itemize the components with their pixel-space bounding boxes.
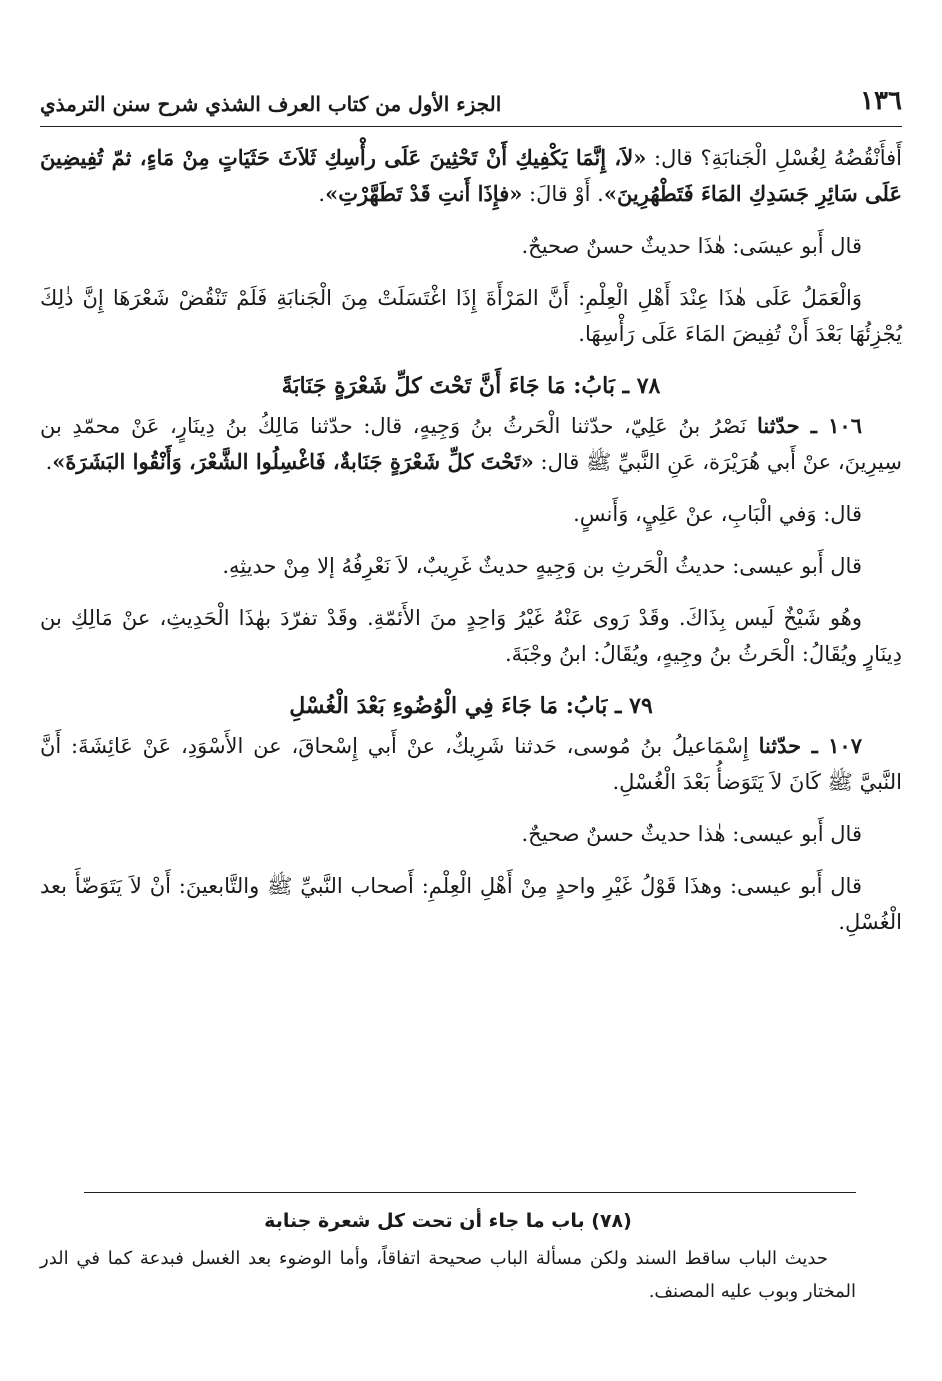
punctuation: . [45, 450, 53, 474]
page-header [40, 82, 902, 116]
footnote-text: حديث الباب ساقط السند ولكن مسألة الباب صحيحة اتفاقاً، وأما الوضوء بعد الغسل فبدعة كما في الدر المختار وبوب عليه المصنف. [40, 1248, 856, 1302]
paragraph-hadith-continuation [40, 140, 902, 212]
paragraph-hadith-107 [40, 728, 902, 800]
paragraph-related-narrations: قال: وَفي الْبَابِ، عنْ عَلِيٍ، وَأَنسٍ. [573, 502, 862, 526]
narration-text: . أَوْ قالَ: [522, 182, 604, 206]
footnote [40, 1206, 856, 1308]
running-title: الجزء الأول من كتاب العرف الشذي شرح سنن الترمذي [40, 92, 502, 116]
prophetic-quote: «تَحْتَ كلِّ شَعْرَةٍ جَنَابةٌ، فَاغْسِلُوا الشَّعْرَ، وَأَنْقُوا البَشَرَةَ» [52, 449, 534, 474]
chapter-heading-79: ٧٩ ـ بَابُ: مَا جَاءَ فِي الْوُضُوءِ بَعْدَ الْغُسْلِ [289, 693, 653, 719]
paragraph-narrator-note: وهُو شَيْخٌ لَيس بِذَاكَ. وقَدْ رَوى عَنْهُ غَيْرُ وَاحِدٍ منَ الأَئمّةِ. وقَدْ تفرّدَ بهٰذَا الْحَدِيثِ، عنْ مَالِكِ بن دِينَارٍ ويُقَالُ: الْحَرثُ بنُ وجِيهٍ، ويُقَالُ: ابنُ وجْبَةَ. [40, 606, 902, 666]
header-rule [40, 126, 902, 127]
footnote-heading: (٧٨) باب ما جاء أن تحت كل شعرة جنابة [264, 1210, 632, 1232]
isnad-text: إِسْمَاعيلُ بنُ مُوسى، حَدثنا شَرِيكٌ، عنْ أَبي إِسْحاقَ، عن الأَسْوَدِ، عَنْ عَائِشَةَ: أَنَّ النَّبيَّ ﷺ كَانَ لاَ يَتَوَضأُ بَعْدَ الْغُسْلِ. [40, 734, 902, 794]
paragraph-grading: قال أَبو عيسى: حديثُ الْحَرثِ بن وَجِيهٍ حديثٌ غَرِيبٌ، لاَ نَعْرِفُهُ إلا مِنْ حديثِهِ. [222, 554, 862, 578]
paragraph-scholarly-practice: وَالْعَمَلُ عَلَى هٰذَا عِنْدَ أَهْلِ الْعِلْمِ: أَنَّ المَرْأَةَ إِذَا اغْتَسَلَتْ مِنَ الْجَنابَةِ فَلَمْ تَنْقُضْ شَعْرَهَا إِنَّ ذٰلِكَ يُجْزِئُهَا بَعْدَ أَنْ تُفِيضَ المَاءَ عَلَى رَأْسِهَا. [40, 286, 902, 346]
narration-text: أَفأَنْقُضُهُ لِغُسْلِ الْجَنابَةِ؟ قال: [646, 146, 902, 170]
paragraph-grading: قال أَبو عيسى: هٰذا حديثٌ حسنٌ صحيحٌ. [521, 822, 862, 846]
isnad-text: نَصْرُ بنُ عَلِيّ، حدّثنا الْحَرثُ بنُ وَجِيهٍ، قال: حدّثنا مَالِكُ بنُ دِينَارٍ، عَنْ محمّدِ بن سِيرِينَ، عنْ أَبي هُرَيْرَة، عَنِ النَّبيِّ ﷺ قال: [40, 414, 902, 474]
prophetic-quote: «لاَ، إِنَّمَا يَكْفِيكِ أَنْ تَحْثِينَ عَلَى رأْسِكِ ثَلاَثَ حَثَيَاتٍ مِنْ مَاءٍ، ثمّ تُفِيضِينَ عَلَى سَائِرِ جَسَدِكِ المَاءَ فَتَطْهُرِينَ» [40, 145, 902, 206]
hadith-number: ١٠٧ ـ حدّثنا [758, 733, 862, 758]
footnote-rule [84, 1192, 856, 1193]
paragraph-grading: قال أَبو عيسَى: هٰذَا حديثٌ حسنٌ صحيحٌ. [521, 234, 862, 258]
punctuation: . [318, 182, 326, 206]
main-text [40, 140, 902, 956]
prophetic-quote: «فإِذَا أَنتِ قَدْ تَطَهَّرْتِ» [325, 181, 523, 206]
hadith-number: ١٠٦ ـ حدّثنا [757, 413, 862, 438]
paragraph-scholarly-practice: قال أَبو عيسى: وهذَا قَوْلُ غَيْرِ واحدٍ مِنْ أَهْلِ الْعِلْمِ: أَصحاب النَّبيِّ ﷺ والتَّابعينَ: أَنْ لاَ يَتَوَضّأَ بعد الْغُسْلِ. [40, 874, 902, 934]
chapter-heading-78: ٧٨ ـ بَابُ: مَا جَاءَ أَنَّ تَحْتَ كلِّ شَعْرَةٍ جَنَابَةً [281, 373, 661, 399]
page-number: ١٣٦ [860, 86, 902, 116]
paragraph-hadith-106 [40, 408, 902, 480]
